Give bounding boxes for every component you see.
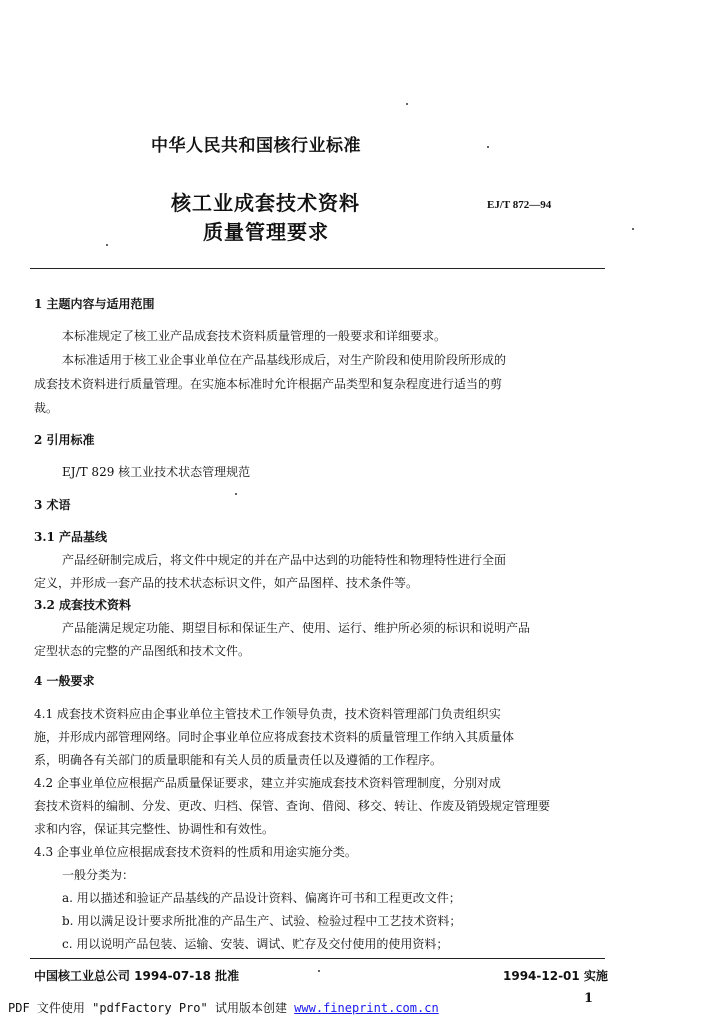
document-title-line2: 质量管理要求 [203,220,329,244]
section-3-heading: 3 术语 [34,498,71,512]
scan-speck [106,244,108,246]
implementation-date: 1994-12-01 实施 [503,969,608,983]
section-3-1-line1: 产品经研制完成后，将文件中规定的并在产品中达到的功能特性和物理特性进行全面 [62,553,507,567]
footer-divider [30,958,605,959]
section-3-2-line1: 产品能满足规定功能、期望目标和保证生产、使用、运行、维护所必须的标识和说明产品 [62,621,531,635]
scan-speck [632,228,634,230]
section-1-paragraph-1: 本标准规定了核工业产品成套技术资料质量管理的一般要求和详细要求。 [62,329,447,343]
section-4-1-line1: 4.1 成套技术资料应由企事业单位主管技术工作领导负责，技术资料管理部门负责组织实 [34,707,501,721]
watermark-text: PDF 文件使用 "pdfFactory Pro" 试用版本创建 [8,1001,295,1015]
section-3-1-heading: 3.1 产品基线 [34,530,108,544]
scan-speck [235,493,237,495]
section-4-1-line3: 系，明确各有关部门的质量职能和有关人员的质量责任以及遵循的工作程序。 [34,753,443,767]
section-1-paragraph-2-line2: 成套技术资料进行质量管理。在实施本标准时允许根据产品类型和复杂程度进行适当的剪 [34,377,503,391]
section-4-heading: 4 一般要求 [34,674,95,688]
document-title-line1: 核工业成套技术资料 [171,191,360,215]
scan-speck [487,146,489,148]
section-3-2-heading: 3.2 成套技术资料 [34,598,132,612]
watermark-link[interactable]: www.fineprint.com.cn [294,1001,439,1015]
scan-speck [318,970,320,972]
approval-note: 中国核工业总公司 1994-07-18 批准 [34,969,240,983]
header-divider [30,268,605,269]
standard-code: EJ/T 872—94 [487,199,552,211]
scan-speck [406,103,408,105]
section-4-2-line2: 套技术资料的编制、分发、更改、归档、保管、查询、借阅、移交、转让、作废及销毁规定管理要 [34,799,551,813]
section-4-3-line2: 一般分类为： [62,868,135,882]
section-1-paragraph-2-line1: 本标准适用于核工业企事业单位在产品基线形成后，对生产阶段和使用阶段所形成的 [62,353,507,367]
section-3-2-line2: 定型状态的完整的产品图纸和技术文件。 [34,644,251,658]
section-3-1-line2: 定义，并形成一套产品的技术状态标识文件，如产品图样、技术条件等。 [34,576,419,590]
list-item-c: c. 用以说明产品包装、运输、安装、调试、贮存及交付使用的使用资料； [62,937,449,951]
list-item-b: b. 用以满足设计要求所批准的产品生产、试验、检验过程中工艺技术资料； [62,914,462,928]
reference-standard: EJ/T 829 核工业技术状态管理规范 [62,465,251,479]
standard-name: 中华人民共和国核行业标准 [151,136,361,156]
section-4-2-line1: 4.2 企事业单位应根据产品质量保证要求，建立并实施成套技术资料管理制度，分别对成 [34,776,501,790]
page-number: 1 [584,991,594,1006]
section-4-2-line3: 求和内容，保证其完整性、协调性和有效性。 [34,822,275,836]
section-1-heading: 1 主题内容与适用范围 [34,297,155,311]
section-1-paragraph-2-line3: 裁。 [34,401,59,415]
section-4-3-line1: 4.3 企事业单位应根据成套技术资料的性质和用途实施分类。 [34,845,357,859]
section-2-heading: 2 引用标准 [34,433,95,447]
pdf-watermark [8,999,439,1016]
list-item-a: a. 用以描述和验证产品基线的产品设计资料、偏离许可书和工程更改文件； [62,891,461,905]
section-4-1-line2: 施，并形成内部管理网络。同时企事业单位应将成套技术资料的质量管理工作纳入其质量体 [34,730,515,744]
